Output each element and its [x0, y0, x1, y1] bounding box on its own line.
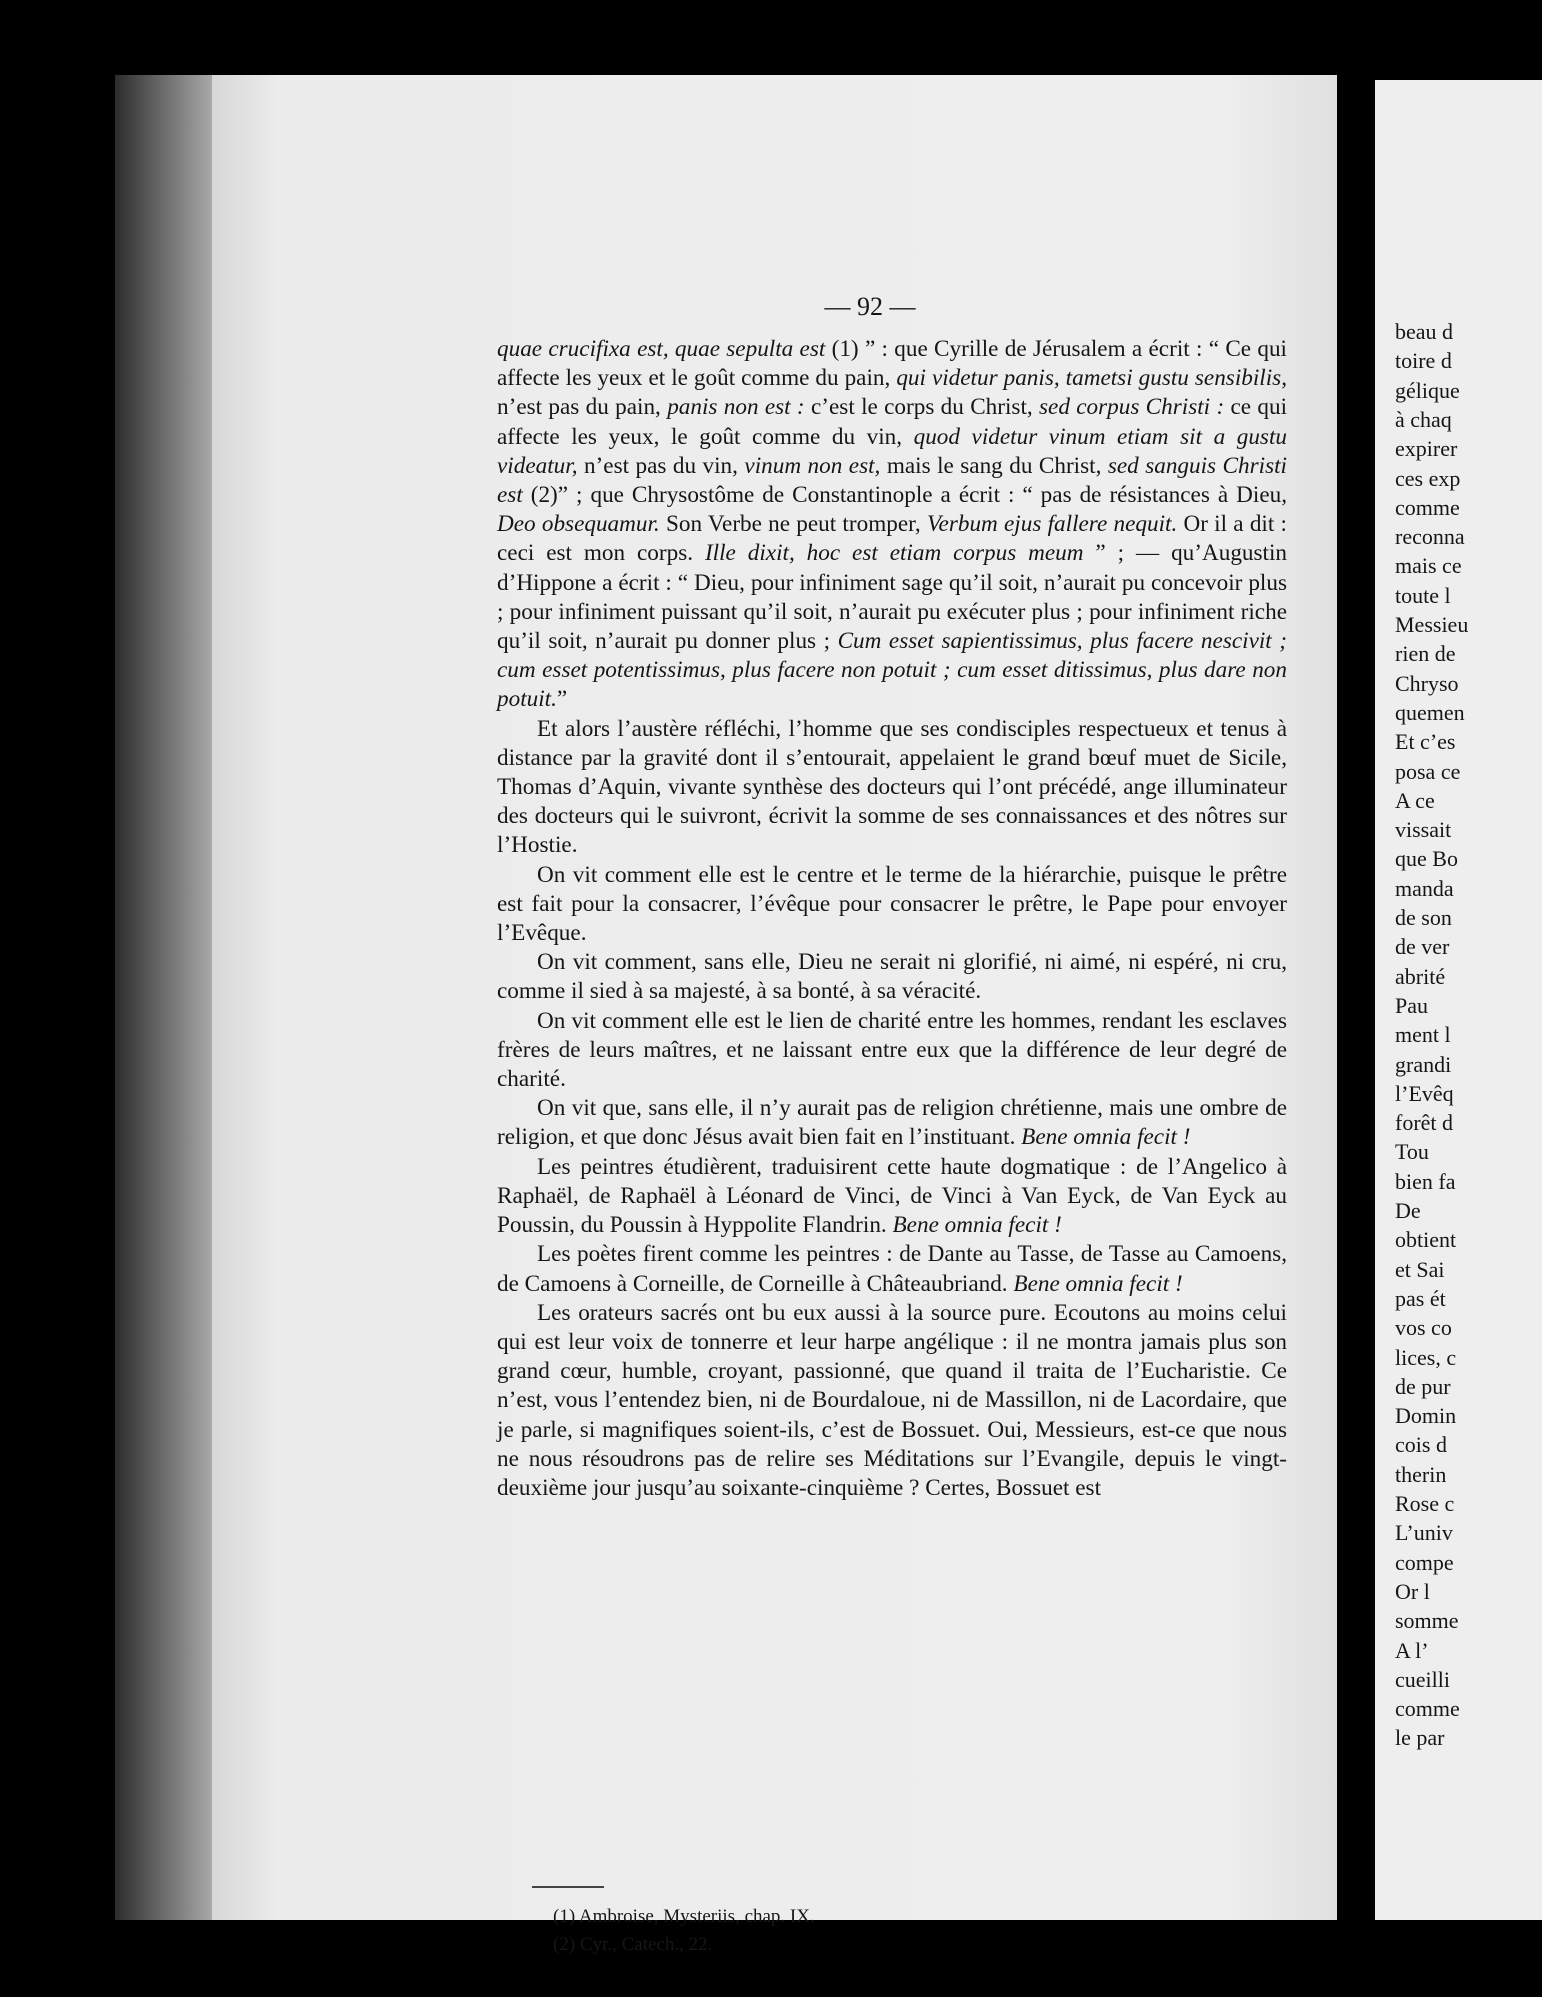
right-page-line: A ce — [1395, 787, 1435, 813]
right-page-line: l’Evêq — [1395, 1080, 1454, 1106]
paragraph — [497, 1007, 1287, 1095]
right-page-line: et Sai — [1395, 1256, 1445, 1282]
right-page-line: A l’ — [1395, 1637, 1429, 1663]
footnote-1: (1) Ambroise, Mysteriis, chap. IX. — [553, 1906, 815, 1927]
latin-quote: qui videtur panis, tametsi gustu sensibilis, — [896, 365, 1288, 392]
right-page-line: cois d — [1395, 1432, 1447, 1458]
right-page-line: Chryso — [1395, 670, 1459, 696]
latin-quote: sed sanguis Christi est — [497, 452, 1287, 509]
right-page-line: Rose c — [1395, 1491, 1455, 1516]
page-body-text — [497, 335, 1287, 1503]
right-page-line: toire d — [1395, 348, 1452, 374]
text-run: (1) ” : que Cyrille de Jérusalem a écrit : “ Ce qui affecte les yeux et le goût comme du pain, — [497, 336, 1287, 392]
footnote-2: (2) Cyr., Catech., 22. — [553, 1934, 713, 1955]
right-page-line: vissait — [1395, 817, 1452, 843]
latin-quote: panis non est : — [667, 394, 805, 421]
text-run: Les peintres étudièrent, traduisirent cette haute dogmatique : de l’Angelico à Raphaël, de Raphaël à Léonard de Vinci, de Vinci à Van Eyck, de Van Eyck au Poussin, du Poussin à Hyppolite Flandrin. — [497, 1153, 1287, 1239]
text-run: On vit comment elle est le centre et le terme de la hiérarchie, puisque le prêtre est fait pour la consacrer, l’évêque pour consacrer le prêtre, le Pape pour envoyer l’Evêque. — [497, 861, 1287, 947]
right-page-line: comme — [1395, 1696, 1460, 1722]
right-page-line: ment l — [1395, 1022, 1451, 1048]
right-page-line: Tou — [1395, 1139, 1429, 1165]
right-page-line: ces exp — [1395, 465, 1461, 491]
right-page-line: de ver — [1395, 934, 1450, 960]
right-page-line: lices, c — [1395, 1344, 1457, 1370]
right-page-line: posa ce — [1395, 758, 1461, 784]
text-run: Les poètes firent comme les peintres : de Dante au Tasse, de Tasse au Camoens, de Camoens à Corneille, de Corneille à Châteaubriand. — [497, 1241, 1287, 1297]
right-page-line: obtient — [1395, 1227, 1457, 1253]
text-run: Son Verbe ne peut tromper, — [659, 511, 927, 538]
text-run: Les orateurs sacrés ont bu eux aussi à la source pure. Ecoutons au moins celui qui est leur voix de tonnerre et leur harpe angélique : il ne montra jamais plus son grand cœur, humble, croyant, passionné, que quand il traita de l’Eucharistie. Ce n’est, vous l’entendez bien, ni de Bourdaloue, ni de Massillon, ni de Lacordaire, que je parle, si magnifiques soient-ils, c’est de Bossuet. Oui, Messieurs, est-ce que nous ne nous résoudrons pas de relire ses Méditations sur l’Evangile, depuis le vingt-deuxième jour jusqu’au soixante-cinquième ? Certes, Bossuet est — [497, 1299, 1287, 1501]
paragraph — [497, 1094, 1287, 1152]
paragraph — [497, 948, 1287, 1006]
paragraph — [497, 1153, 1287, 1241]
text-run: On vit comment elle est le lien de charité entre les hommes, rendant les esclaves frères de leurs maîtres, et ne laissant entre eux que la différence de leur degré de charité. — [497, 1007, 1287, 1093]
right-page-line: comme — [1395, 494, 1460, 520]
footnote-rule — [532, 1886, 604, 1888]
text-run: (2)” ; que Chrysostôme de Constantinople a écrit : “ pas de résistances à Dieu, — [522, 482, 1287, 509]
text-run: On vit que, sans elle, il n’y aurait pas de religion chrétienne, mais une ombre de religion, et que donc Jésus avait bien fait en l’instituant. — [497, 1095, 1287, 1151]
paragraph — [497, 861, 1287, 949]
latin-quote: Deo obsequamur. — [497, 511, 660, 538]
right-page-line: quemen — [1395, 699, 1465, 725]
right-page-line: Domin — [1395, 1403, 1457, 1429]
right-page-line: therin — [1395, 1461, 1447, 1487]
right-page-line: abrité — [1395, 963, 1446, 989]
footnotes — [553, 1903, 815, 1959]
right-page-line: rien de — [1395, 641, 1456, 667]
right-page-line: de son — [1395, 905, 1452, 930]
right-page-line: Or l — [1395, 1578, 1430, 1604]
right-page-edge — [1375, 80, 1542, 1920]
page-number: — 92 — — [824, 292, 916, 321]
right-page-line: Et c’es — [1395, 729, 1456, 755]
right-page-line: compe — [1395, 1549, 1454, 1575]
text-run: n’est pas du pain, — [497, 394, 668, 421]
paragraph — [497, 1299, 1287, 1503]
text-run: Or il a dit : ceci est mon corps. — [497, 511, 1287, 567]
text-run: ” — [556, 686, 568, 713]
paragraph — [497, 1240, 1287, 1298]
latin-quote: Verbum ejus fallere nequit. — [926, 511, 1178, 538]
right-page-line: cueilli — [1395, 1666, 1450, 1692]
right-page-line: pas ét — [1395, 1285, 1446, 1311]
right-page-line: à chaq — [1395, 406, 1452, 432]
right-page-line: toute l — [1395, 582, 1451, 608]
right-page-line: vos co — [1395, 1315, 1452, 1341]
right-page-line: De — [1395, 1198, 1421, 1223]
latin-quote: Cum esset sapientissimus, plus facere nescivit ; cum esset potentissimus, plus facere non potuit ; cum esset ditissimus, plus dare non potuit. — [497, 628, 1287, 713]
latin-quote: quae crucifixa est, quae sepulta est — [497, 336, 826, 362]
right-page-line: Pau — [1395, 992, 1428, 1018]
text-run: c’est le corps du Christ, — [804, 394, 1040, 421]
text-run: Et alors l’austère réfléchi, l’homme que ses condisciples respectueux et tenus à distance par la gravité dont il s’entourait, appelaient le grand bœuf muet de Sicile, Thomas d’Aquin, vivante synthèse des docteurs qui l’ont précédé, ange illuminateur des docteurs qui le suivront, écrivit la somme de ses connaissances et des nôtres sur l’Hostie. — [497, 715, 1287, 859]
right-page-line: manda — [1395, 875, 1454, 901]
text-run: ” ; — qu’Augustin d’Hippone a écrit : “ Dieu, pour infiniment sage qu’il soit, n’aurait pu concevoir plus ; pour infiniment puissant qu’il soit, n’aurait pu exécuter plus ; pour infiniment riche qu’il soit, n’aurait pu donner plus ; — [497, 540, 1288, 655]
text-run: ce qui affecte les yeux, le goût comme du vin, — [497, 394, 1288, 450]
latin-quote: Bene omnia fecit ! — [892, 1212, 1062, 1239]
right-page-line: L’univ — [1395, 1520, 1453, 1546]
right-page-line: beau d — [1395, 319, 1454, 344]
text-run: mais le sang du Christ, — [880, 452, 1108, 479]
right-page-line: mais ce — [1395, 553, 1462, 579]
paragraph — [497, 715, 1287, 861]
text-run: On vit comment, sans elle, Dieu ne serait ni glorifié, ni aimé, ni espéré, ni cru, comme il sied à sa majesté, à sa bonté, à sa véracité. — [497, 949, 1287, 1005]
text-run: n’est pas du vin, — [577, 452, 745, 479]
paragraph — [497, 335, 1287, 715]
latin-quote: vinum non est, — [744, 452, 881, 479]
right-page-line: Messieu — [1395, 612, 1469, 637]
right-page-line: reconna — [1395, 524, 1465, 550]
latin-quote: Bene omnia fecit ! — [1021, 1124, 1191, 1151]
right-page-line: expirer — [1395, 436, 1458, 462]
right-page-line: gélique — [1395, 377, 1460, 403]
latin-quote: Ille dixit, hoc est etiam corpus meum — [704, 540, 1084, 567]
right-page-line: bien fa — [1395, 1168, 1456, 1194]
latin-quote: quod videtur vinum etiam sit a gustu videatur, — [497, 423, 1287, 479]
latin-quote: sed corpus Christi : — [1039, 394, 1225, 421]
right-page-line: le par — [1395, 1725, 1445, 1751]
right-page-line: forêt d — [1395, 1110, 1454, 1136]
latin-quote: Bene omnia fecit ! — [1013, 1270, 1183, 1297]
right-page-line: de pur — [1395, 1373, 1451, 1399]
right-page-line: somme — [1395, 1608, 1459, 1634]
right-page-line: que Bo — [1395, 846, 1458, 872]
right-page-line: grandi — [1395, 1051, 1452, 1077]
